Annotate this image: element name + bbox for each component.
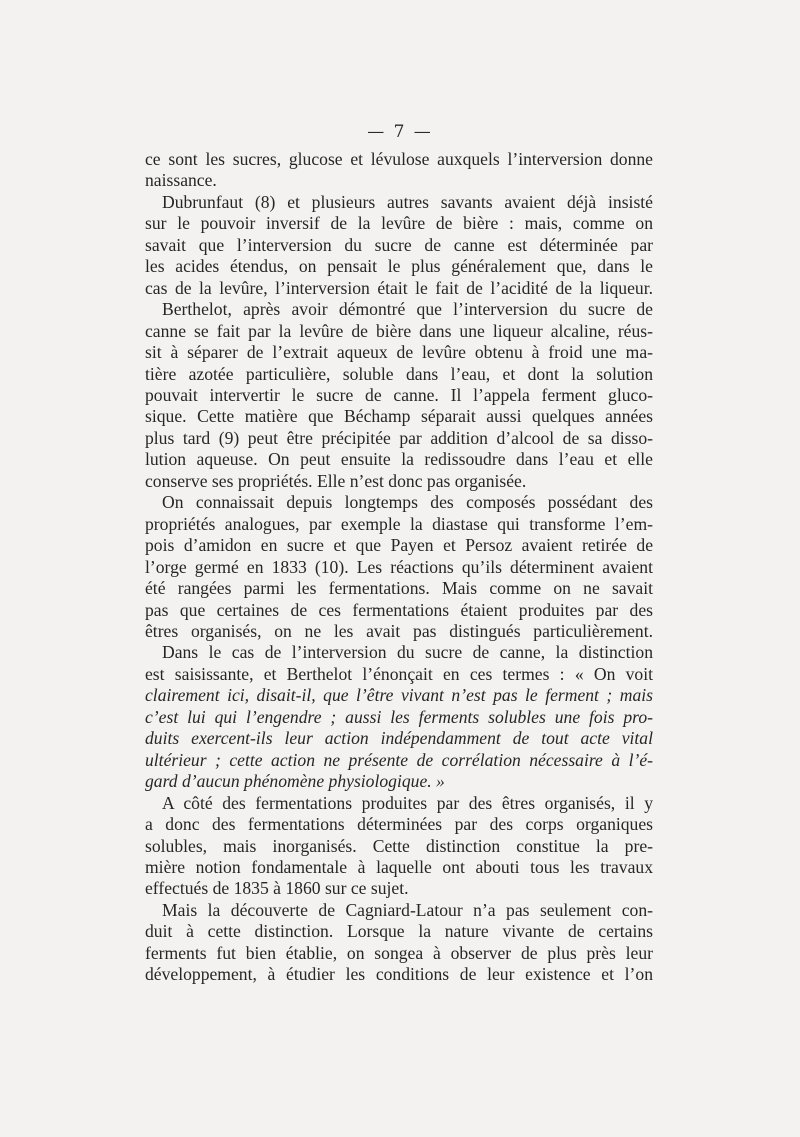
- text-line: pas que certaines de ces fermentations étaient produites par des: [145, 599, 653, 620]
- text-line: a donc des fermentations déterminées par des corps organiques: [145, 814, 653, 835]
- text-line: ultérieur ; cette action ne présente de corrélation nécessaire à l’é-: [145, 749, 653, 770]
- text-line: conserve ses propriétés. Elle n’est donc pas organisée.: [145, 470, 527, 491]
- text-line: Mais la découverte de Cagniard-Latour n’a pas seulement con-: [162, 899, 653, 920]
- page-number: — 7 —: [367, 122, 433, 142]
- text-line: propriétés analogues, par exemple la diastase qui transforme l’em-: [145, 513, 653, 534]
- text-line: été rangées parmi les fermentations. Mais comme on ne savait: [145, 578, 653, 599]
- text-line: clairement ici, disait-il, que l’être vivant n’est pas le ferment ; mais: [145, 685, 653, 706]
- text-line: développement, à étudier les conditions de leur existence et l’on: [145, 964, 653, 985]
- text-line: est saisissante, et Berthelot l’énonçait en ces termes : « On voit: [145, 663, 653, 684]
- text-line: c’est lui qui l’engendre ; aussi les ferments solubles une fois pro-: [145, 706, 653, 727]
- text-line: plus tard (9) peut être précipitée par addition d’alcool de sa disso-: [145, 427, 653, 448]
- text-line: l’orge germé en 1833 (10). Les réactions qu’ils déterminent avaient: [145, 556, 653, 577]
- text-line: pois d’amidon en sucre et que Payen et Persoz avaient retirée de: [145, 535, 653, 556]
- text-line: lution aqueuse. On peut ensuite la redissoudre dans l’eau et elle: [145, 449, 653, 470]
- text-line: les acides étendus, on pensait le plus généralement que, dans le: [145, 256, 653, 277]
- text-line: canne se fait par la levûre de bière dans une liqueur alcaline, réus-: [145, 320, 653, 341]
- text-line: effectués de 1835 à 1860 sur ce sujet.: [145, 878, 409, 899]
- text-line: sique. Cette matière que Béchamp séparait aussi quelques années: [145, 406, 653, 427]
- text-line: Dans le cas de l’interversion du sucre de canne, la distinction: [162, 642, 653, 663]
- text-line: ce sont les sucres, glucose et lévulose auxquels l’interversion donne: [145, 149, 653, 169]
- text-line: tière azotée particulière, soluble dans l’eau, et dont la solution: [145, 363, 653, 384]
- text-line: duits exercent-ils leur action indépendamment de tout acte vital: [145, 728, 653, 749]
- text-line: naissance.: [145, 170, 217, 191]
- text-line: solubles, mais inorganisés. Cette distinction constitue la pre-: [145, 835, 653, 856]
- text-line: pouvait intervertir le sucre de canne. Il l’appela ferment gluco-: [145, 384, 653, 405]
- text-line: gard d’aucun phénomène physiologique. »: [145, 771, 445, 792]
- text-line: cas de la levûre, l’interversion était le fait de l’acidité de la liqueur.: [145, 277, 653, 298]
- text-line: duit à cette distinction. Lorsque la nature vivante de certains: [145, 921, 653, 942]
- text-line: On connaissait depuis longtemps des composés possédant des: [162, 492, 653, 513]
- text-line: savait que l’interversion du sucre de canne est déterminée par: [145, 234, 653, 255]
- text-line: A côté des fermentations produites par des êtres organisés, il y: [162, 792, 653, 813]
- text-line: sit à séparer de l’extrait aqueux de levûre obtenu à froid une ma-: [145, 342, 653, 363]
- text-line: êtres organisés, on ne les avait pas distingués particulièrement.: [145, 620, 653, 641]
- body-text: [145, 149, 653, 986]
- text-line: Dubrunfaut (8) et plusieurs autres savants avaient déjà insisté: [162, 191, 653, 212]
- text-line: Berthelot, après avoir démontré que l’interversion du sucre de: [162, 299, 653, 320]
- text-line: sur le pouvoir inversif de la levûre de bière : mais, comme on: [145, 213, 653, 234]
- text-line: ferments fut bien établie, on songea à observer de plus près leur: [145, 942, 653, 963]
- text-line: mière notion fondamentale à laquelle ont abouti tous les travaux: [145, 856, 653, 877]
